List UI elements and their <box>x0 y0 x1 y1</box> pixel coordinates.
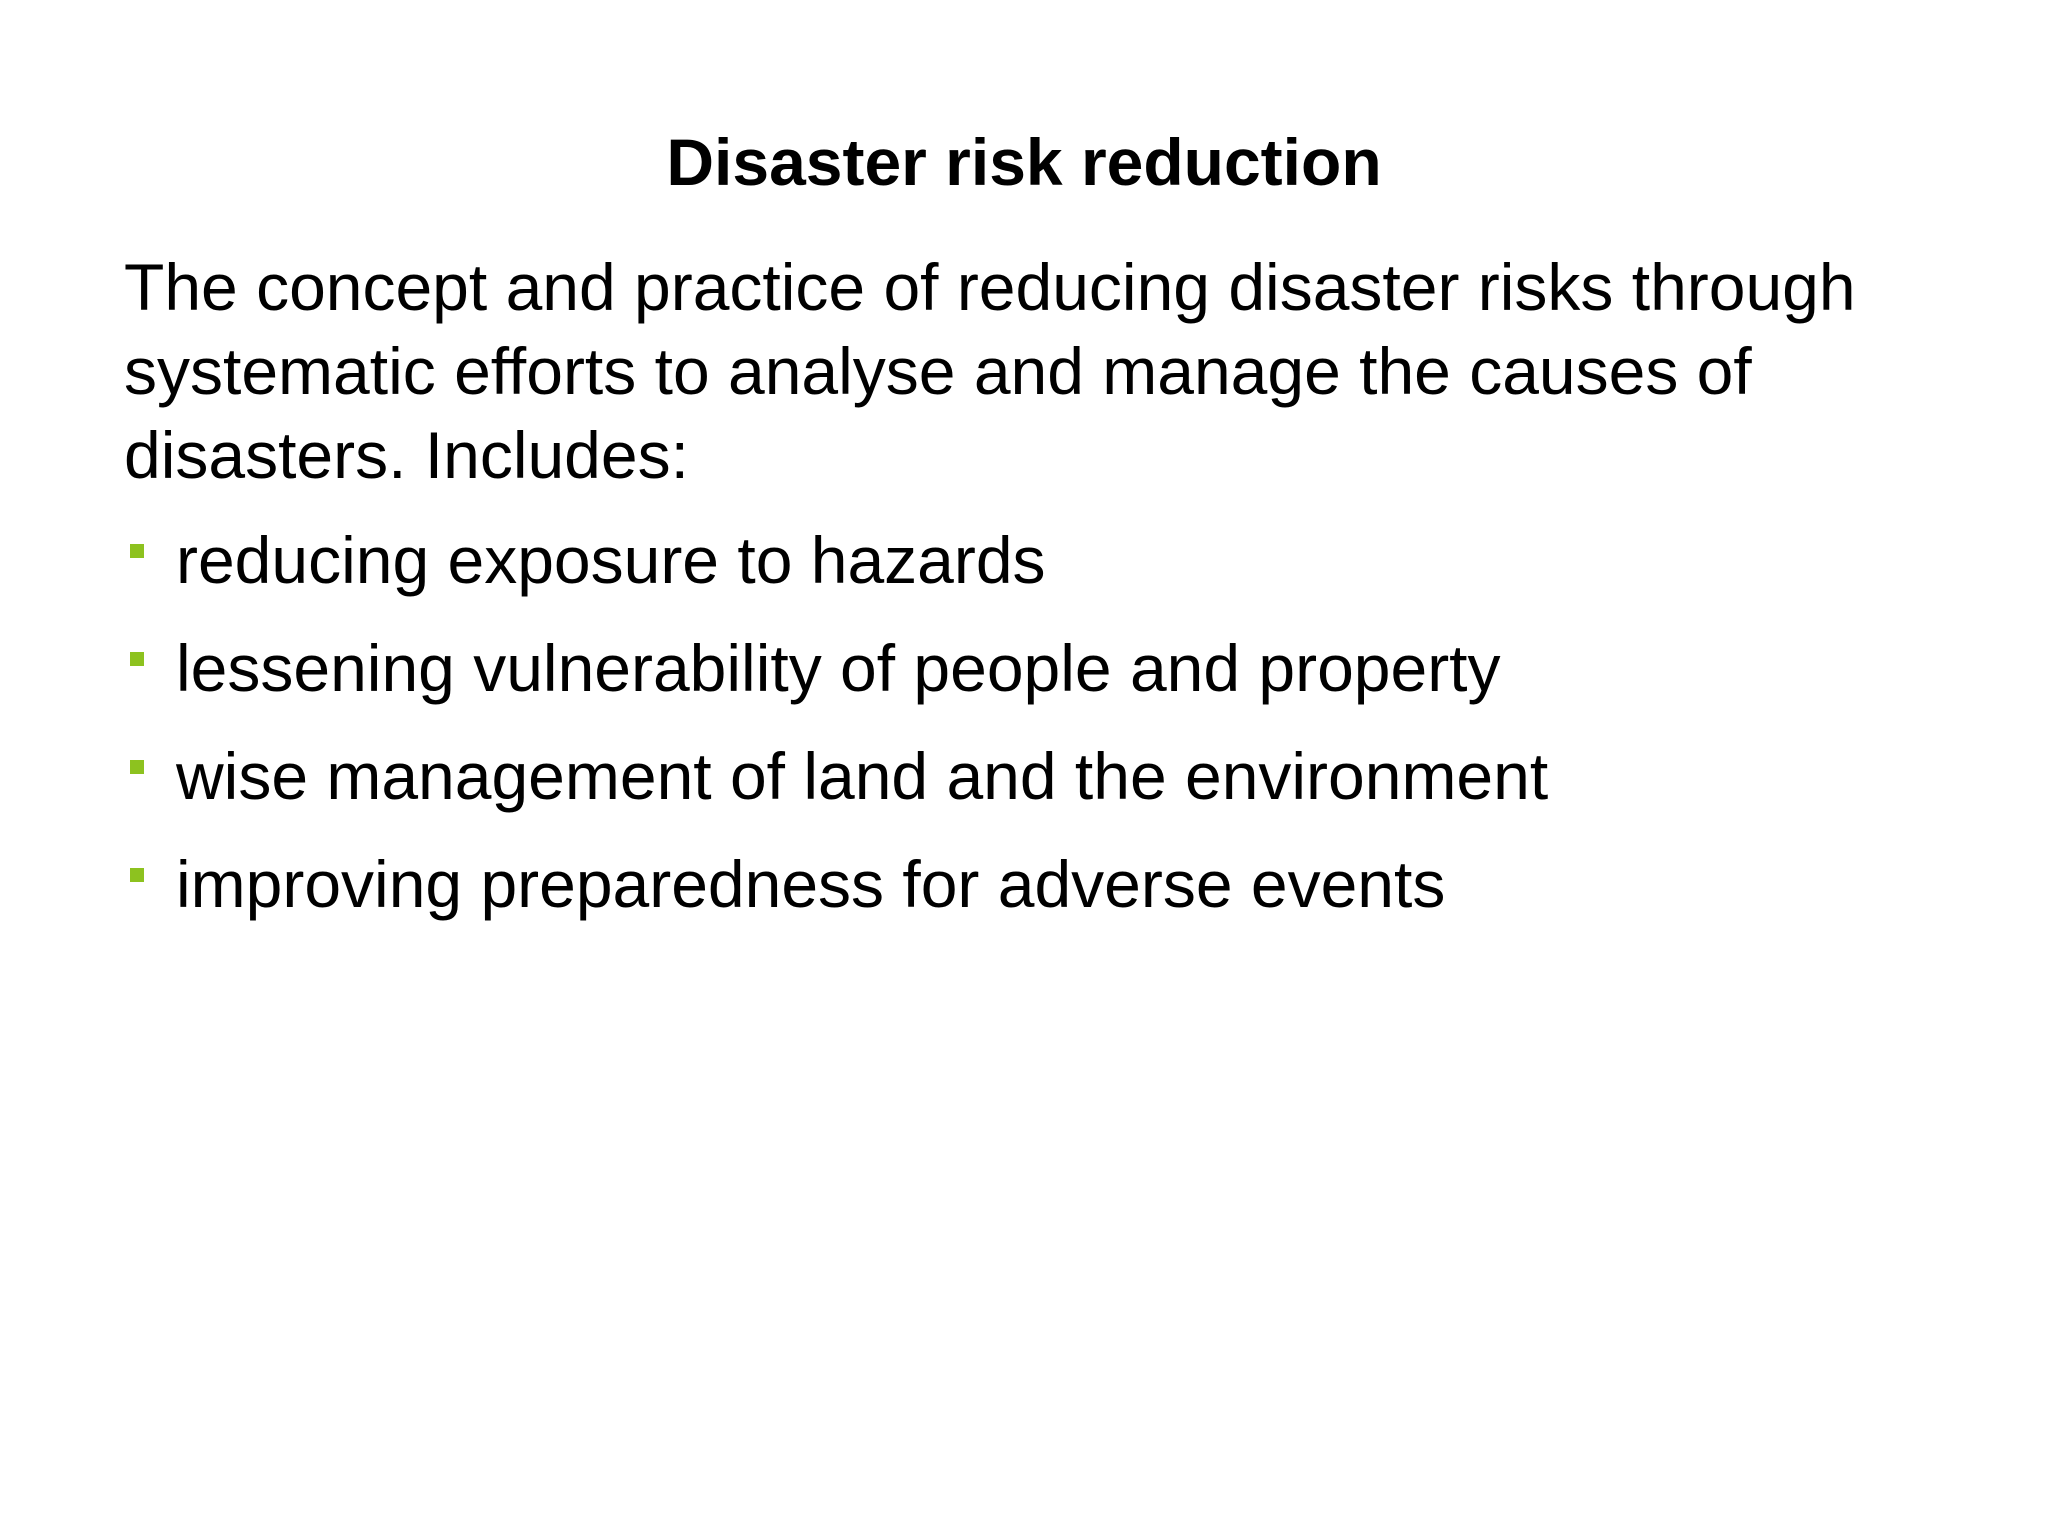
list-item-text: reducing exposure to hazards <box>176 523 1046 597</box>
square-bullet-icon <box>130 760 144 774</box>
bullet-list <box>124 518 1984 950</box>
slide-title: Disaster risk reduction <box>666 125 1382 199</box>
list-item <box>124 626 1984 710</box>
list-item-text: improving preparedness for adverse events <box>176 847 1446 921</box>
list-item <box>124 734 1984 818</box>
list-item <box>124 518 1984 602</box>
list-item <box>124 842 1984 926</box>
square-bullet-icon <box>130 868 144 882</box>
square-bullet-icon <box>130 652 144 666</box>
list-item-text: lessening vulnerability of people and property <box>176 631 1501 705</box>
square-bullet-icon <box>130 544 144 558</box>
list-item-text: wise management of land and the environment <box>176 739 1549 813</box>
intro-paragraph: The concept and practice of reducing disaster risks through systematic efforts to analyse and manage the causes of disasters. Includes: <box>124 250 1856 492</box>
